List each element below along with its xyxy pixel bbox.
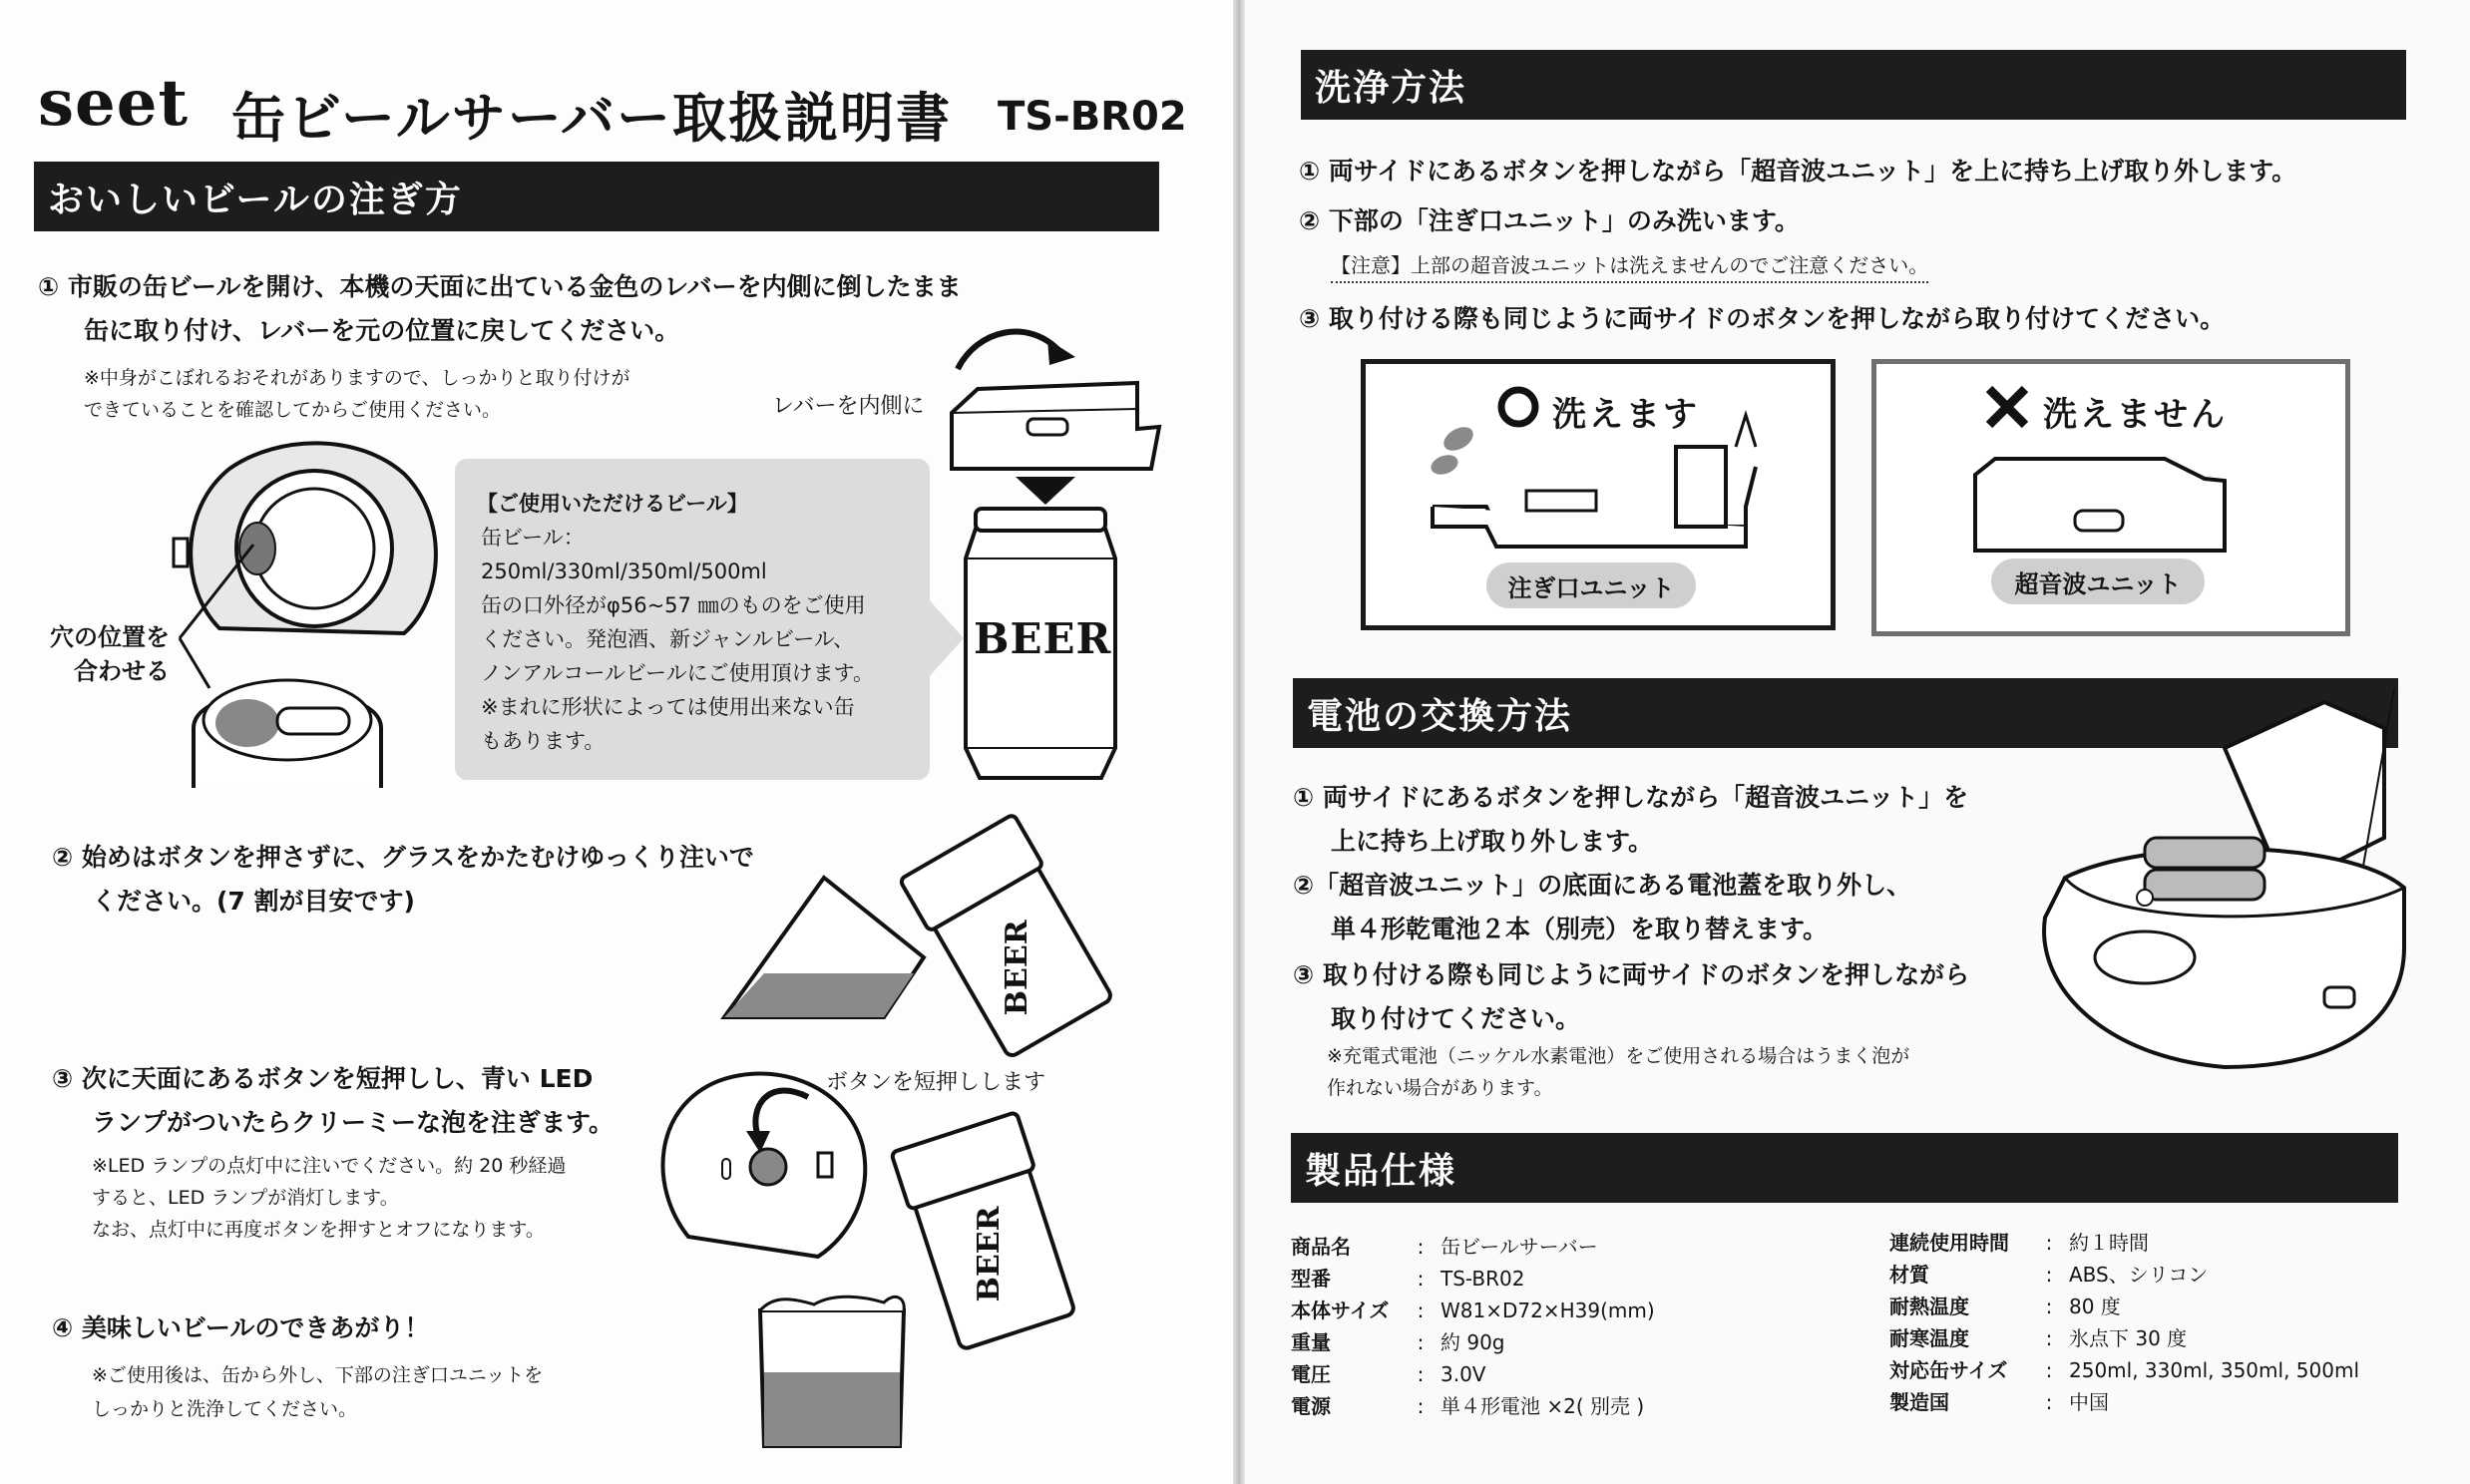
spec-key: 本体サイズ	[1291, 1298, 1390, 1322]
spec-value: 250ml, 330ml, 350ml, 500ml	[2069, 1358, 2359, 1382]
battery-note2: 作れない場合があります。	[1327, 1077, 1553, 1099]
spec-value: 80 度	[2069, 1295, 2121, 1318]
page-fold	[1233, 0, 1245, 1484]
battery-step2-line2: 単４形乾電池２本（別売）を取り替えます。	[1331, 915, 1829, 943]
spec-value: 缶ビールサーバー	[1441, 1235, 1598, 1259]
spec-row	[1889, 1291, 2359, 1322]
cleaning-step3: ③ 取り付ける際も同じように両サイドのボタンを押しながら取り付けてください。	[1299, 304, 2226, 333]
pour-step1-note1: ※中身がこぼれるおそれがありますので、しっかりと取り付けが	[84, 367, 630, 389]
button-press-label: ボタンを短押しします	[826, 1070, 1046, 1095]
spec-row	[1291, 1326, 1655, 1358]
spec-key: 材質	[1889, 1263, 1929, 1287]
hole-label-line2: 合わせる	[74, 657, 170, 685]
pour-step3-line2: ランプがついたらクリーミーな泡を注ぎます。	[92, 1108, 615, 1137]
spout-unit-illustration	[1427, 407, 1786, 556]
beer-glass-illustration	[754, 1287, 914, 1446]
spec-key: 耐寒温度	[1889, 1326, 1969, 1350]
spec-value: ABS、シリコン	[2069, 1263, 2209, 1287]
ultrasonic-unit-illustration	[1965, 455, 2264, 555]
spec-value: 中国	[2069, 1390, 2109, 1414]
spec-row	[1889, 1259, 2359, 1291]
spec-colon: :	[2045, 1326, 2053, 1350]
pour-step4-note1: ※ご使用後は、缶から外し、下部の注ぎ口ユニットを	[92, 1364, 544, 1386]
cleaning-section-heading: 洗浄方法	[1301, 50, 2406, 120]
lever-label: レバーを内側に	[772, 394, 925, 419]
battery-step3-line2: 取り付けてください。	[1331, 1004, 1581, 1033]
spec-colon: :	[1417, 1394, 1425, 1418]
spec-value: TS-BR02	[1441, 1267, 1525, 1291]
pour-step2-line2: ください。(7 割が目安です)	[92, 887, 415, 916]
not-washable-label: 洗えません	[2043, 395, 2228, 435]
cleaning-step1: ① 両サイドにあるボタンを押しながら「超音波ユニット」を上に持ち上げ取り外します。	[1299, 157, 2297, 186]
spec-colon: :	[2045, 1358, 2053, 1382]
spec-row	[1889, 1322, 2359, 1354]
battery-step1-line2: 上に持ち上げ取り外します。	[1331, 827, 1654, 856]
device-button-illustration	[658, 1067, 868, 1267]
spec-value: 約 90g	[1441, 1330, 1505, 1354]
pour-step2-line1: ② 始めはボタンを押さずに、グラスをかたむけゆっくり注いで	[52, 843, 754, 872]
spec-key: 耐熱温度	[1889, 1295, 1969, 1318]
spec-colon: :	[1417, 1235, 1425, 1259]
spec-row	[1291, 1263, 1655, 1295]
spec-colon: :	[1417, 1267, 1425, 1291]
spec-colon: :	[2045, 1263, 2053, 1287]
pouring-can-beer-text: BEER	[971, 1206, 1007, 1302]
spec-key: 製造国	[1889, 1390, 1949, 1414]
pour-step4-note2: しっかりと洗浄してください。	[92, 1398, 358, 1420]
cleaning-step2: ② 下部の「注ぎ口ユニット」のみ洗います。	[1299, 206, 1800, 235]
spec-colon: :	[1417, 1362, 1425, 1386]
pour-step3-note2: すると、LED ランプが消灯します。	[92, 1187, 399, 1209]
spec-row	[1291, 1295, 1655, 1326]
pour-step1-note2: できていることを確認してからご使用ください。	[84, 399, 502, 421]
lever-device-illustration	[938, 309, 1167, 479]
usable-beer-line7: もあります。	[481, 729, 606, 753]
spout-unit-label: 注ぎ口ユニット	[1486, 562, 1696, 608]
model-number: TS-BR02	[998, 94, 1187, 140]
spec-row	[1291, 1231, 1655, 1263]
spec-key: 商品名	[1291, 1235, 1351, 1259]
usable-beer-line6: ※まれに形状によっては使用出来ない缶	[481, 695, 855, 719]
spec-key: 電源	[1291, 1394, 1331, 1418]
washable-label: 洗えます	[1552, 395, 1700, 435]
pour-step3-note1: ※LED ランプの点灯中に注いでください。約 20 秒経過	[92, 1155, 567, 1177]
battery-section-heading: 電池の交換方法	[1293, 678, 2398, 748]
specs-section-heading: 製品仕様	[1291, 1133, 2398, 1203]
spec-colon: :	[1417, 1330, 1425, 1354]
battery-step3-line1: ③ 取り付ける際も同じように両サイドのボタンを押しながら	[1293, 960, 1970, 989]
battery-compartment-illustration	[2025, 688, 2444, 1087]
pour-section-heading: おいしいビールの注ぎ方	[34, 162, 1159, 231]
usable-beer-line2: 250ml/330ml/350ml/500ml	[481, 559, 767, 583]
pour-step4-line1: ④ 美味しいビールのできあがり！	[52, 1313, 430, 1342]
spec-value: W81×D72×H39(mm)	[1441, 1298, 1655, 1322]
spec-row	[1291, 1358, 1655, 1390]
spec-key: 対応缶サイズ	[1889, 1358, 2008, 1382]
callout-pointer	[928, 598, 968, 678]
brand-logo: seet	[38, 66, 190, 141]
spec-key: 連続使用時間	[1889, 1231, 2009, 1255]
ng-cross-icon	[1985, 385, 2029, 429]
pour-step3-line1: ③ 次に天面にあるボタンを短押しし、青い LED	[52, 1064, 594, 1093]
pour-step1-line2: 缶に取り付け、レバーを元の位置に戻してください。	[84, 316, 680, 345]
tilted-can-illustration	[898, 818, 1137, 1047]
spec-colon: :	[2045, 1295, 2053, 1318]
battery-step1-line1: ① 両サイドにあるボタンを押しながら「超音波ユニット」を	[1293, 783, 1969, 812]
can-label: BEER	[974, 614, 1112, 663]
spec-row	[1291, 1390, 1655, 1422]
usable-beer-line5: ノンアルコールビールにご使用頂けます。	[481, 661, 874, 685]
spec-value: 単４形電池 ×2( 別売 )	[1441, 1394, 1645, 1418]
usable-beer-line4: ください。発泡酒、新ジャンルビール、	[481, 627, 855, 651]
spec-value: 氷点下 30 度	[2069, 1326, 2188, 1350]
spec-value: 3.0V	[1441, 1362, 1486, 1386]
pour-step3-note3: なお、点灯中に再度ボタンを押すとオフになります。	[92, 1219, 545, 1241]
pour-step1-line1: ① 市販の缶ビールを開け、本機の天面に出ている金色のレバーを内側に倒したまま	[38, 272, 962, 301]
spec-colon: :	[2045, 1390, 2053, 1414]
page-title: 缶ビールサーバー取扱説明書	[231, 87, 953, 150]
cleaning-caution: 【注意】上部の超音波ユニットは洗えませんのでご注意ください。	[1331, 249, 1928, 283]
spec-key: 電圧	[1291, 1362, 1331, 1386]
specs-right-table	[1889, 1227, 2359, 1418]
can-top-illustration	[188, 658, 387, 788]
battery-note1: ※充電式電池（ニッケル水素電池）をご使用される場合はうまく泡が	[1327, 1045, 1910, 1067]
spec-colon: :	[2045, 1231, 2053, 1255]
spec-key: 重量	[1291, 1330, 1331, 1354]
spec-key: 型番	[1291, 1267, 1331, 1291]
ultrasonic-unit-label: 超音波ユニット	[1991, 558, 2205, 604]
usable-beer-line1: 缶ビール：	[481, 526, 585, 550]
usable-beer-line3: 缶の口外径がφ56~57 ㎜のものをご使用	[481, 593, 866, 617]
alignment-arrow	[170, 539, 269, 648]
usable-beer-heading: 【ご使用いただけるビール】	[477, 492, 748, 516]
spec-row	[1889, 1386, 2359, 1418]
spec-value: 約１時間	[2069, 1231, 2149, 1255]
can-beer-text: BEER	[999, 920, 1034, 1016]
specs-left-table	[1291, 1231, 1655, 1422]
spec-row	[1889, 1354, 2359, 1386]
battery-step2-line1: ②「超音波ユニット」の底面にある電池蓋を取り外し、	[1293, 871, 1912, 900]
spec-row	[1889, 1227, 2359, 1259]
hole-label-line1: 穴の位置を	[50, 623, 170, 651]
spec-colon: :	[1417, 1298, 1425, 1322]
